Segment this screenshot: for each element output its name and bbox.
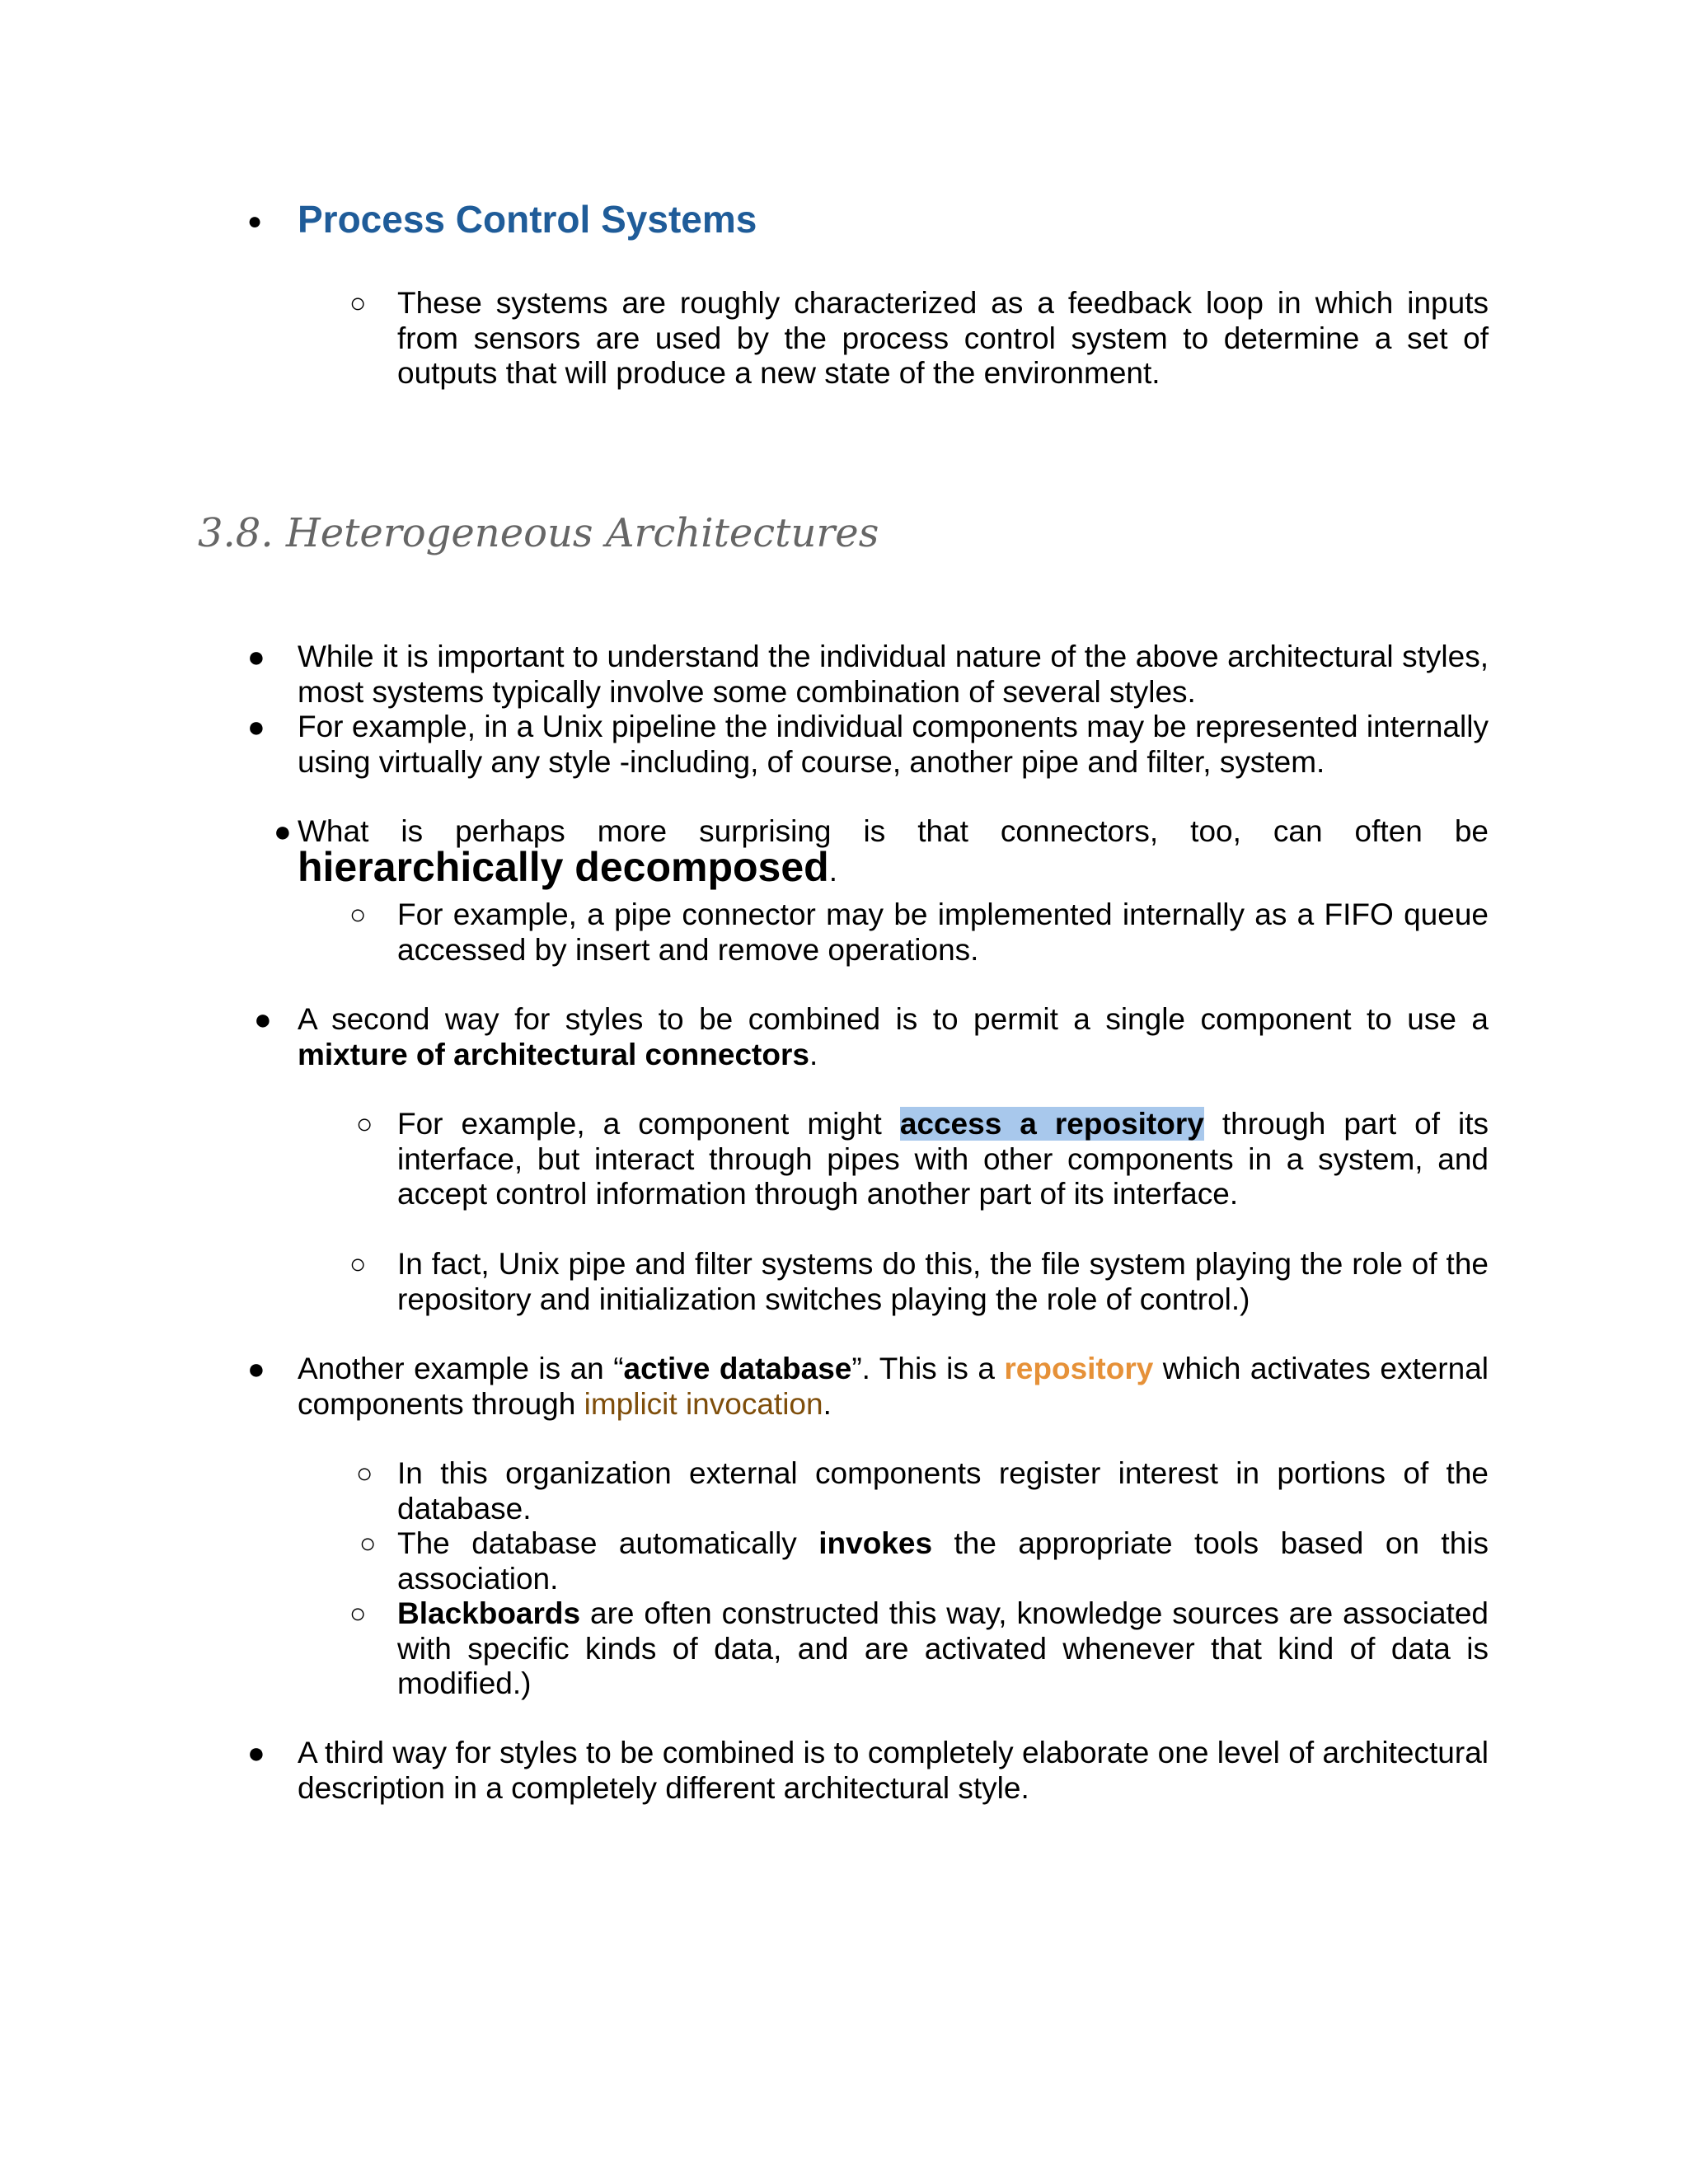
b4-sub1-text: For example, a component might — [397, 1107, 900, 1141]
sub-bullet-icon: ○ — [356, 1458, 373, 1489]
bullet-icon: ● — [254, 1002, 272, 1036]
paragraph-b3-sub1: For example, a pipe connector may be implemented internally as a FIFO queue accessed by insert and remove operations. — [397, 898, 1489, 967]
b3-text-end: . — [828, 853, 837, 888]
process-control-description: These systems are roughly characterized as a feedback loop in which inputs from sensors are used by the process control system to determine a set of outputs that will produce a new state of the environment. — [397, 286, 1489, 390]
b4-text: A second way for styles to be combined is to permit a single component to use a — [298, 1002, 1489, 1036]
b5-text-mid: ”. This is a — [851, 1352, 1005, 1385]
sub-bullet-icon: ○ — [349, 1598, 367, 1629]
b4-text-end: . — [809, 1037, 818, 1071]
b5-sub3-text: are often constructed this way, knowledge sources are associated with specific kinds of data, and are activated whenever that kind of data is modified.) — [397, 1596, 1489, 1700]
sub-bullet-icon: ○ — [349, 899, 367, 930]
b4-bold-text: mixture of architectural connectors — [298, 1037, 809, 1071]
bullet-icon: ● — [247, 710, 265, 743]
paragraph-b6: A third way for styles to be combined is to completely elaborate one level of architectural description in a completely different architectural style. — [298, 1736, 1489, 1805]
b5-brown-text: implicit invocation — [584, 1386, 823, 1421]
b5-sub2-text: The database automatically — [397, 1526, 819, 1560]
paragraph-b1: While it is important to understand the individual nature of the above architectural styles, most systems typically involve some combination of several styles. — [298, 640, 1489, 709]
b4-sub1-text-end: through part of its interface, but interact through pipes with other components in a system, and accept control information through another part of its interface. — [397, 1107, 1489, 1211]
sub-bullet-icon: ○ — [349, 1249, 367, 1280]
bullet-icon: ● — [247, 640, 265, 673]
b5-sub2-text-end: the appropriate tools based on this association. — [397, 1526, 1489, 1596]
paragraph-b5-sub1: In this organization external components register interest in portions of the database. — [397, 1456, 1489, 1526]
sub-bullet-icon: ○ — [356, 1108, 373, 1140]
sub-bullet-icon: ○ — [359, 1528, 377, 1559]
process-control-heading: Process Control Systems — [298, 198, 757, 241]
b3-text: What is perhaps more surprising is that connectors, too, can often be — [298, 814, 1489, 848]
paragraph-b5-sub3 — [397, 1596, 1489, 1702]
bullet-icon: ● — [247, 208, 263, 235]
bullet-icon: ● — [247, 1352, 265, 1385]
b5-orange-text: repository — [1004, 1352, 1154, 1385]
highlighted-text: access a repository — [899, 1107, 1204, 1141]
paragraph-b5-sub2 — [397, 1526, 1489, 1596]
paragraph-b5 — [298, 1352, 1489, 1422]
b3-bold-text: hierarchically decomposed — [298, 843, 829, 890]
paragraph-b4 — [298, 1002, 1489, 1072]
paragraph-b3 — [298, 814, 1489, 888]
b5-text-mid2: which activates external components through — [298, 1352, 1489, 1421]
section-title: 3.8. Heterogeneous Architectures — [198, 510, 879, 556]
paragraph-b4-sub2: In fact, Unix pipe and filter systems do this, the file system playing the role of the repository and initialization switches playing the role of control.) — [397, 1247, 1489, 1316]
b5-sub3-bold-text: Blackboards — [397, 1596, 581, 1630]
bullet-icon: ● — [247, 1736, 265, 1769]
b5-sub2-bold-text: invokes — [818, 1526, 933, 1560]
bullet-icon: ● — [274, 814, 292, 848]
sub-bullet-icon: ○ — [349, 288, 367, 319]
paragraph-b4-sub1 — [397, 1107, 1489, 1212]
b5-bold-text: active database — [623, 1352, 852, 1385]
b5-text-end: . — [823, 1386, 832, 1421]
paragraph-b2: For example, in a Unix pipeline the individual components may be represented internally using virtually any style -including, of course, another pipe and filter, system. — [298, 710, 1489, 779]
b5-text: Another example is an “ — [298, 1352, 624, 1385]
